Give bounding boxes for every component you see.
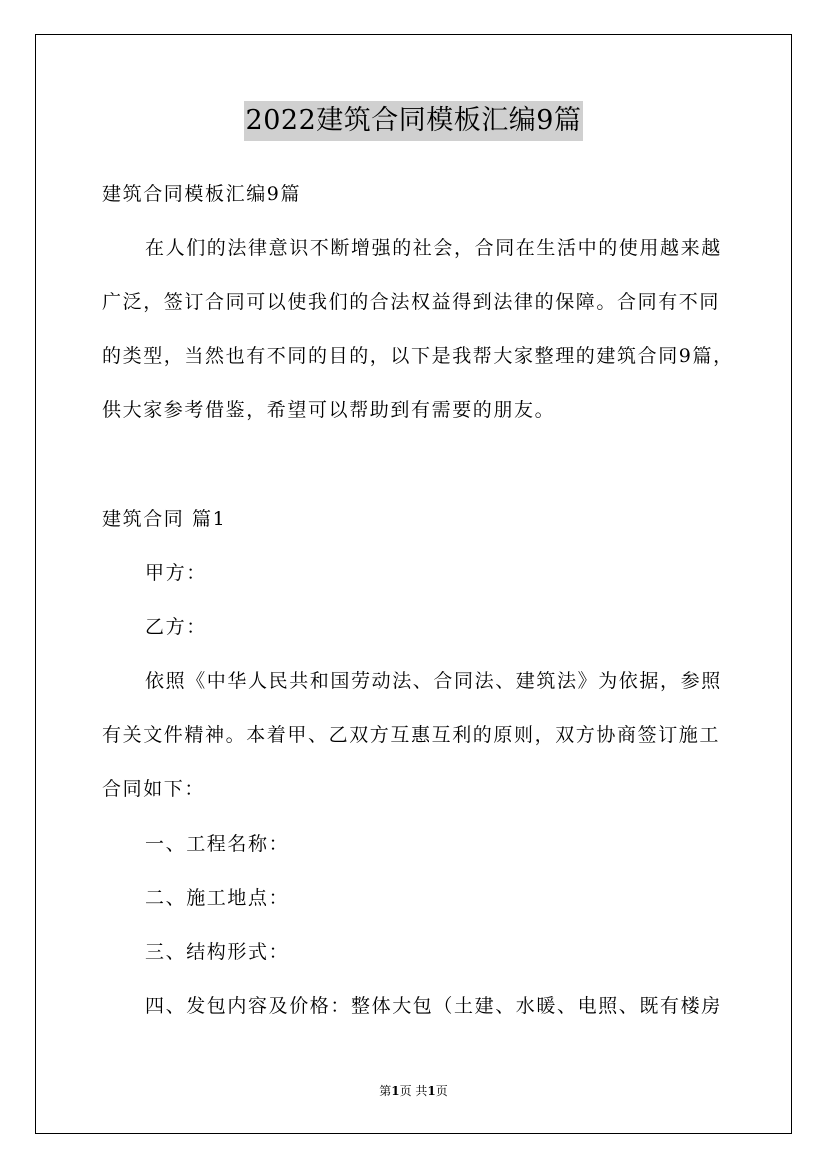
intro-line-2: 广泛，签订合同可以使我们的合法权益得到法律的保障。合同有不同 — [102, 291, 721, 313]
footer-page-number: 1 — [391, 1084, 400, 1098]
item-structure-type: 三、结构形式： — [145, 941, 290, 963]
item-project-name: 一、工程名称： — [145, 833, 290, 855]
footer-prefix: 第 — [379, 1084, 392, 1098]
footer-mid: 页 共 — [399, 1084, 428, 1098]
section-heading: 建筑合同 篇1 — [102, 508, 227, 530]
footer-suffix: 页 — [435, 1084, 448, 1098]
basis-line-1: 依照《中华人民共和国劳动法、合同法、建筑法》为依据，参照 — [145, 670, 722, 692]
title-container — [0, 101, 827, 141]
document-title: 2022建筑合同模板汇编9篇 — [244, 101, 584, 141]
document-subtitle: 建筑合同模板汇编9篇 — [102, 183, 302, 205]
item-construction-site: 二、施工地点： — [145, 887, 290, 909]
item-contract-scope: 四、发包内容及价格：整体大包（土建、水暖、电照、既有楼房 — [145, 995, 722, 1017]
intro-line-4: 供大家参考借鉴，希望可以帮助到有需要的朋友。 — [102, 399, 556, 421]
party-a-label: 甲方： — [145, 562, 207, 584]
footer-total-pages: 1 — [427, 1084, 436, 1098]
intro-line-1: 在人们的法律意识不断增强的社会，合同在生活中的使用越来越 — [145, 237, 722, 259]
intro-line-3: 的类型，当然也有不同的目的，以下是我帮大家整理的建筑合同9篇， — [102, 345, 734, 367]
basis-line-3: 合同如下： — [102, 778, 206, 800]
page-footer — [0, 1083, 827, 1099]
party-b-label: 乙方： — [145, 616, 207, 638]
basis-line-2: 有关文件精神。本着甲、乙双方互惠互利的原则，双方协商签订施工 — [102, 724, 721, 746]
